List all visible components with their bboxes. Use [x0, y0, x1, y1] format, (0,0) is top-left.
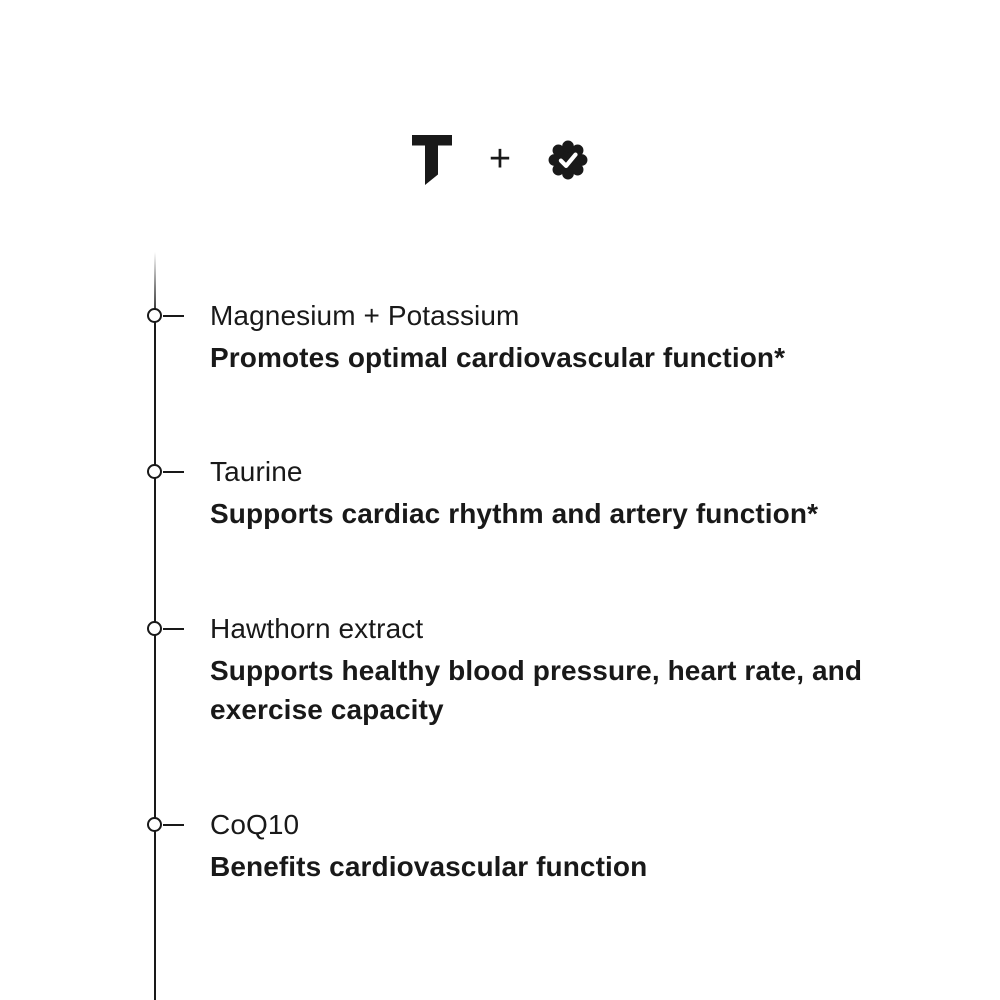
verified-badge-icon [547, 137, 589, 183]
timeline-tick-icon [163, 628, 184, 630]
brand-logo-row [0, 131, 1000, 189]
ingredient-title: Taurine [210, 456, 303, 487]
ingredient-description: Promotes optimal cardiovascular function* [210, 342, 786, 373]
ingredient-description: Supports cardiac rhythm and artery function* [210, 498, 819, 529]
timeline-node-icon [147, 464, 162, 479]
ingredient-title: Hawthorn extract [210, 613, 424, 644]
timeline-tick-icon [163, 824, 184, 826]
timeline-tick-icon [163, 471, 184, 473]
timeline-tick-icon [163, 315, 184, 317]
timeline-node-icon [147, 308, 162, 323]
ingredient-title: CoQ10 [210, 809, 300, 840]
ingredient-description: Supports healthy blood pressure, heart rate, and exercise capacity [210, 655, 863, 725]
timeline-node-icon [147, 817, 162, 832]
plus-separator: + [488, 138, 512, 180]
ingredient-title: Magnesium + Potassium [210, 300, 520, 331]
timeline-node-icon [147, 621, 162, 636]
brand-t-logo-icon [411, 135, 453, 185]
ingredient-description: Benefits cardiovascular function [210, 851, 648, 882]
